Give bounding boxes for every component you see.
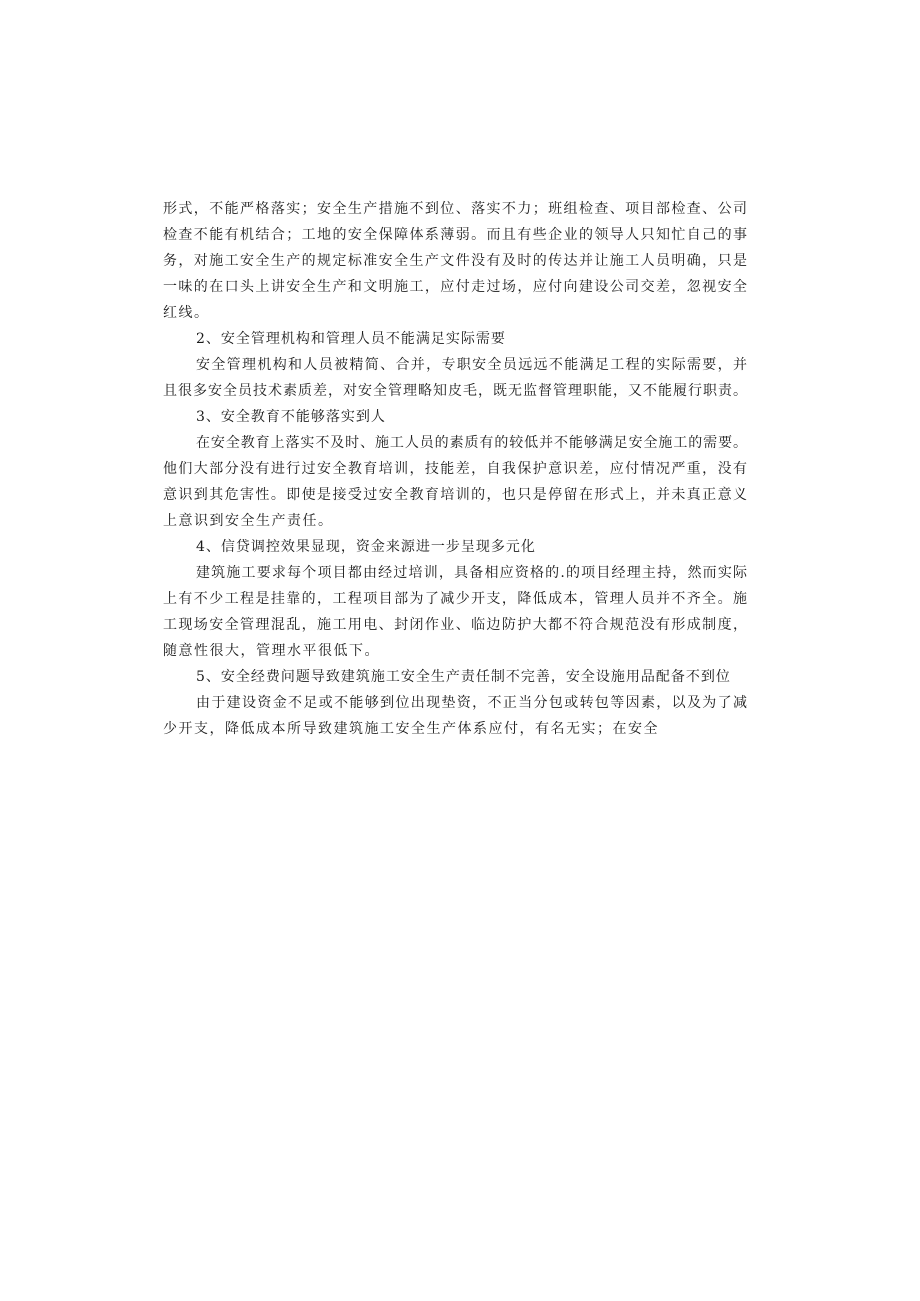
section-heading: 3、安全教育不能够落实到人 bbox=[196, 409, 386, 425]
section-paragraph bbox=[163, 352, 763, 404]
section-heading: 5、安全经费问题导致建筑施工安全生产责任制不完善，安全设施用品配备不到位 bbox=[196, 669, 731, 685]
paragraph-line: 由于建设资金不足或不能够到位出现垫资，不正当分包或转包等因素，以及为了减 bbox=[196, 695, 747, 711]
paragraph-line: 他们大部分没有进行过安全教育培训，技能差，自我保护意识差，应付情况严重，没有 bbox=[163, 461, 747, 477]
section-paragraph bbox=[163, 690, 763, 742]
paragraph-line: 随意性很大，管理水平很低下。 bbox=[163, 643, 380, 659]
section-heading: 4、信贷调控效果显现，资金来源进一步呈现多元化 bbox=[196, 539, 536, 555]
paragraph-line: 工现场安全管理混乱，施工用电、封闭作业、临边防护大都不符合规范没有形成制度， bbox=[163, 617, 747, 633]
paragraph-line: 上有不少工程是挂靠的，工程项目部为了减少开支，降低成本，管理人员并不齐全。施 bbox=[163, 591, 747, 607]
section-paragraph bbox=[163, 430, 763, 534]
section-heading: 2、安全管理机构和管理人员不能满足实际需要 bbox=[196, 331, 506, 347]
paragraph-line: 上意识到安全生产责任。 bbox=[163, 513, 334, 529]
paragraph-line: 建筑施工要求每个项目都由经过培训，具备相应资格的.的项目经理主持，然而实际 bbox=[196, 565, 747, 581]
paragraph-line: 安全管理机构和人员被精简、合并，专职安全员远远不能满足工程的实际需要，并 bbox=[196, 357, 747, 373]
intro-paragraph bbox=[163, 196, 763, 326]
paragraph-line: 红线。 bbox=[163, 305, 210, 321]
paragraph-line: 务，对施工安全生产的规定标准安全生产文件没有及时的传达并让施工人员明确，只是 bbox=[163, 253, 747, 269]
document-page bbox=[163, 196, 763, 742]
paragraph-line: 在安全教育上落实不及时、施工人员的素质有的较低并不能够满足安全施工的需要。 bbox=[196, 435, 747, 451]
paragraph-line: 检查不能有机结合；工地的安全保障体系薄弱。而且有些企业的领导人只知忙自己的事 bbox=[163, 227, 747, 243]
paragraph-line: 意识到其危害性。即使是接受过安全教育培训的，也只是停留在形式上，并未真正意义 bbox=[163, 487, 747, 503]
paragraph-line: 一味的在口头上讲安全生产和文明施工，应付走过场，应付向建设公司交差，忽视安全 bbox=[163, 279, 747, 295]
paragraph-line: 且很多安全员技术素质差，对安全管理略知皮毛，既无监督管理职能，又不能履行职责。 bbox=[163, 383, 747, 399]
paragraph-line: 形式，不能严格落实；安全生产措施不到位、落实不力；班组检查、项目部检查、公司 bbox=[163, 201, 747, 217]
paragraph-line: 少开支，降低成本所导致建筑施工安全生产体系应付，有名无实；在安全 bbox=[163, 721, 659, 737]
section-paragraph bbox=[163, 560, 763, 664]
